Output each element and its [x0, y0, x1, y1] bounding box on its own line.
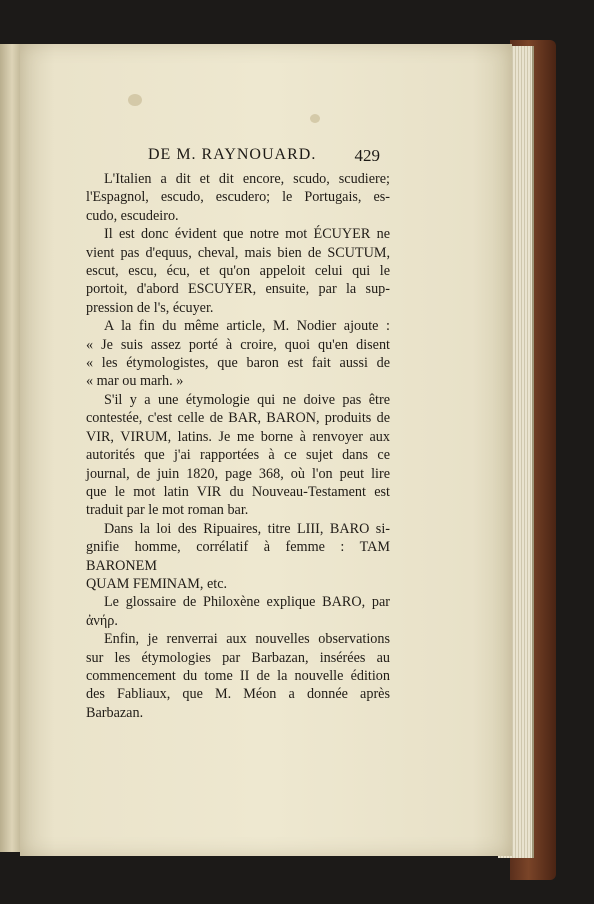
text-line: L'Italien a dit et dit encore, scudo, scudiere; — [104, 171, 390, 187]
text-line: portoit, d'abord ESCUYER, ensuite, par la sup- — [86, 281, 390, 298]
text-line: journal, de juin 1820, page 368, où l'on peut lire — [86, 465, 390, 482]
text-line: vient pas d'equus, cheval, mais bien de SCUTUM, — [86, 244, 390, 261]
facing-page-edge — [0, 44, 21, 852]
text-line: S'il y a une étymologie qui ne doive pas être — [104, 391, 390, 408]
text-line: VIR, VIRUM, latins. Je me borne à renvoyer aux — [86, 428, 390, 445]
text-line: gnifie homme, corrélatif à femme : TAM BARONEM — [86, 539, 390, 574]
text-line: que le mot latin VIR du Nouveau-Testament est — [86, 483, 390, 500]
text-line: « mar ou marh. » — [86, 373, 184, 390]
text-line: contestée, c'est celle de BAR, BARON, produits de — [86, 410, 390, 427]
running-title: DE M. RAYNOUARD. — [148, 146, 317, 163]
body-text — [86, 170, 390, 722]
text-line: des Fabliaux, que M. Méon a donnée après — [86, 686, 390, 703]
text-line: Dans la loi des Ripuaires, titre LIII, BARO si- — [104, 520, 390, 537]
text-line: traduit par le mot roman bar. — [86, 502, 249, 519]
text-line: pression de l's, écuyer. — [86, 299, 214, 316]
running-header — [148, 146, 380, 168]
text-line: l'Espagnol, escudo, escudero; le Portugais, es- — [86, 189, 390, 206]
text-line: « les étymologistes, que baron est fait aussi de — [86, 355, 390, 372]
text-line: sur les étymologies par Barbazan, insérées au — [86, 649, 390, 666]
text-line: Il est donc évident que notre mot ÉCUYER ne — [104, 226, 390, 243]
foxing-spot — [310, 114, 320, 123]
foxing-spot — [128, 94, 142, 106]
text-line: Le glossaire de Philoxène explique BARO, par — [104, 594, 390, 611]
text-line: « Je suis assez porté à croire, quoi qu'en disent — [86, 336, 390, 353]
text-line: QUAM FEMINAM, etc. — [86, 575, 228, 592]
text-line: commencement du tome II de la nouvelle édition — [86, 667, 390, 684]
text-line: autorités que j'ai rapportées à ce sujet dans ce — [86, 447, 390, 464]
text-line: Enfin, je renverrai aux nouvelles observations — [104, 631, 390, 648]
text-line: cudo, escudeiro. — [86, 207, 179, 224]
text-line: Barbazan. — [86, 704, 144, 721]
text-line: ἀνήρ. — [86, 612, 118, 629]
text-line: escut, escu, écu, et qu'on appeloit celui qui le — [86, 263, 390, 280]
page-number: 429 — [354, 146, 380, 165]
text-line: A la fin du même article, M. Nodier ajoute : — [104, 318, 390, 335]
